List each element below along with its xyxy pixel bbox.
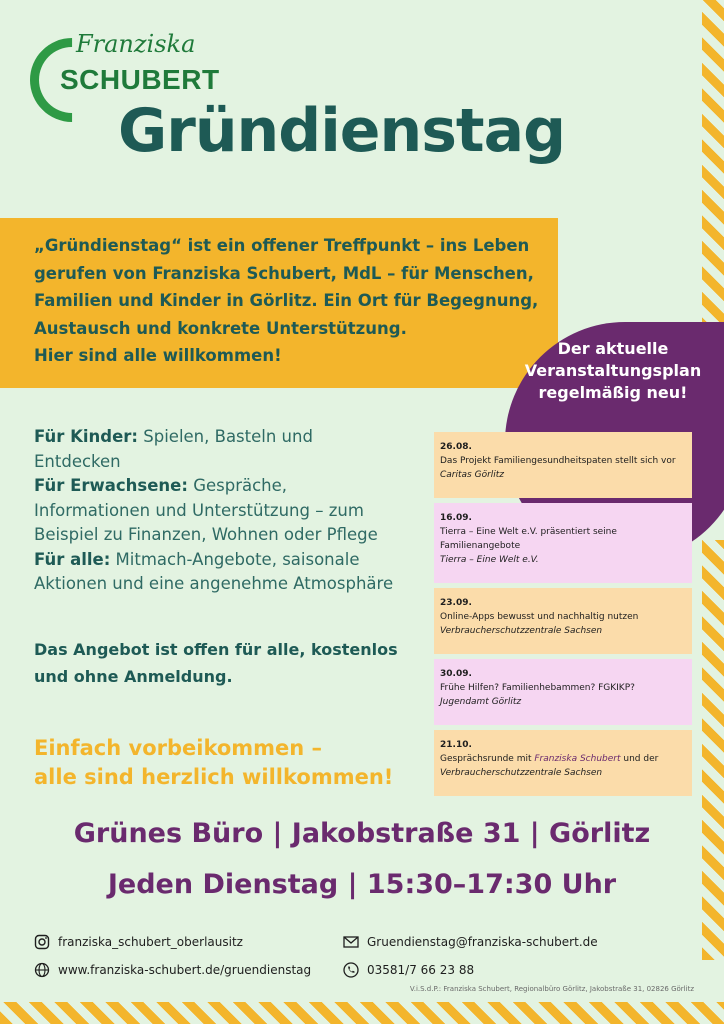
event-date: 16.09. (440, 513, 472, 523)
audience-list (34, 425, 414, 597)
kids-line (34, 425, 414, 450)
event-org: Jugendamt Görlitz (440, 697, 522, 707)
schedule-badge-text (518, 338, 708, 404)
offer-line: und ohne Anmeldung. (34, 667, 233, 686)
event-org: Caritas Görlitz (440, 470, 505, 480)
event-title: Online-Apps bewusst und nachhaltig nutzen (440, 612, 639, 622)
logo-last-name: SCHUBERT (60, 64, 220, 95)
offer-text (34, 636, 414, 690)
event-title: Das Projekt Familiengesundheitspaten stellt sich vor (440, 456, 676, 466)
email-address: Gruendienstag@franziska-schubert.de (367, 935, 598, 949)
mail-icon (343, 934, 359, 950)
event-schedule (434, 432, 692, 801)
logo-first-name: Franziska (76, 30, 196, 58)
kids-line-2: Entdecken (34, 451, 121, 471)
address-line: Grünes Büro | Jakobstraße 31 | Görlitz (73, 818, 651, 849)
event-title: Tierra – Eine Welt e.V. präsentiert seine Familienangebote (440, 527, 617, 551)
time-line: Jeden Dienstag | 15:30–17:30 Uhr (107, 869, 617, 900)
event-org: Tierra – Eine Welt e.V. (440, 555, 539, 565)
kids-label: Für Kinder: (34, 427, 139, 446)
event-date: 21.10. (440, 740, 472, 750)
intro-line: Hier sind alle willkommen! (34, 346, 282, 365)
all-label: Für alle: (34, 549, 111, 569)
intro-box (0, 218, 558, 388)
contact-instagram[interactable] (34, 934, 243, 950)
badge-line: Veranstaltungsplan (524, 361, 702, 380)
decorative-stripes-top-right (702, 0, 724, 330)
event-item (434, 659, 692, 725)
decorative-stripes-bottom (0, 1002, 724, 1024)
badge-line: Der aktuelle (557, 339, 669, 358)
event-item (434, 730, 692, 796)
adults-line-2: Informationen und Unterstützung – zum (34, 500, 364, 520)
kids-text: Spielen, Basteln und (138, 427, 313, 446)
offer-line: Das Angebot ist offen für alle, kostenlos (34, 640, 398, 659)
event-title-part: und der (620, 754, 659, 764)
event-date: 23.09. (440, 598, 472, 608)
intro-line: Familien und Kinder in Görlitz. Ein Ort für Begegnung, (34, 291, 539, 310)
page-title: Gründienstag (118, 96, 566, 166)
event-item (434, 503, 692, 583)
all-line (34, 548, 414, 573)
all-text: Mitmach-Angebote, saisonale (110, 549, 360, 569)
website-url: www.franziska-schubert.de/gruendienstag (58, 963, 312, 977)
cta-line: Einfach vorbeikommen – (34, 736, 323, 760)
instagram-icon (34, 934, 50, 950)
event-org: Verbraucherschutzzentrale Sachsen (440, 626, 603, 636)
intro-line: „Gründienstag“ ist ein offener Treffpunkt – ins Leben (34, 236, 530, 255)
contact-email[interactable] (343, 934, 598, 950)
adults-text: Gespräche, (187, 476, 288, 495)
imprint-note: V.i.S.d.P.: Franziska Schubert, Regionalbüro Görlitz, Jakobstraße 31, 02826 Görlitz (409, 985, 694, 993)
event-title-part: Gesprächsrunde mit (440, 754, 535, 764)
instagram-handle: franziska_schubert_oberlausitz (58, 935, 243, 949)
phone-icon (343, 962, 359, 978)
event-item (434, 432, 692, 498)
cta-line: alle sind herzlich willkommen! (34, 765, 394, 789)
event-title: Frühe Hilfen? Familienhebammen? FGKIKP? (440, 683, 635, 693)
intro-line: Austausch und konkrete Unterstützung. (34, 318, 407, 338)
event-title-highlight: Franziska Schubert (534, 754, 621, 764)
contact-phone[interactable] (343, 962, 474, 978)
adults-label: Für Erwachsene: (34, 476, 188, 495)
event-date: 30.09. (440, 669, 472, 679)
event-item (434, 588, 692, 654)
badge-line: regelmäßig neu! (538, 383, 688, 402)
contact-web[interactable] (34, 962, 311, 978)
call-to-action (34, 734, 434, 792)
event-date: 26.08. (440, 442, 472, 452)
adults-line-3: Beispiel zu Finanzen, Wohnen oder Pflege (34, 525, 378, 544)
all-line-2: Aktionen und eine angenehme Atmosphäre (34, 574, 394, 593)
adults-line (34, 474, 414, 499)
event-title (440, 752, 686, 766)
globe-icon (34, 962, 50, 978)
phone-number: 03581/7 66 23 88 (367, 963, 475, 977)
intro-line: gerufen von Franziska Schubert, MdL – für Menschen, (34, 263, 534, 283)
event-org: Verbraucherschutzzentrale Sachsen (440, 768, 603, 778)
